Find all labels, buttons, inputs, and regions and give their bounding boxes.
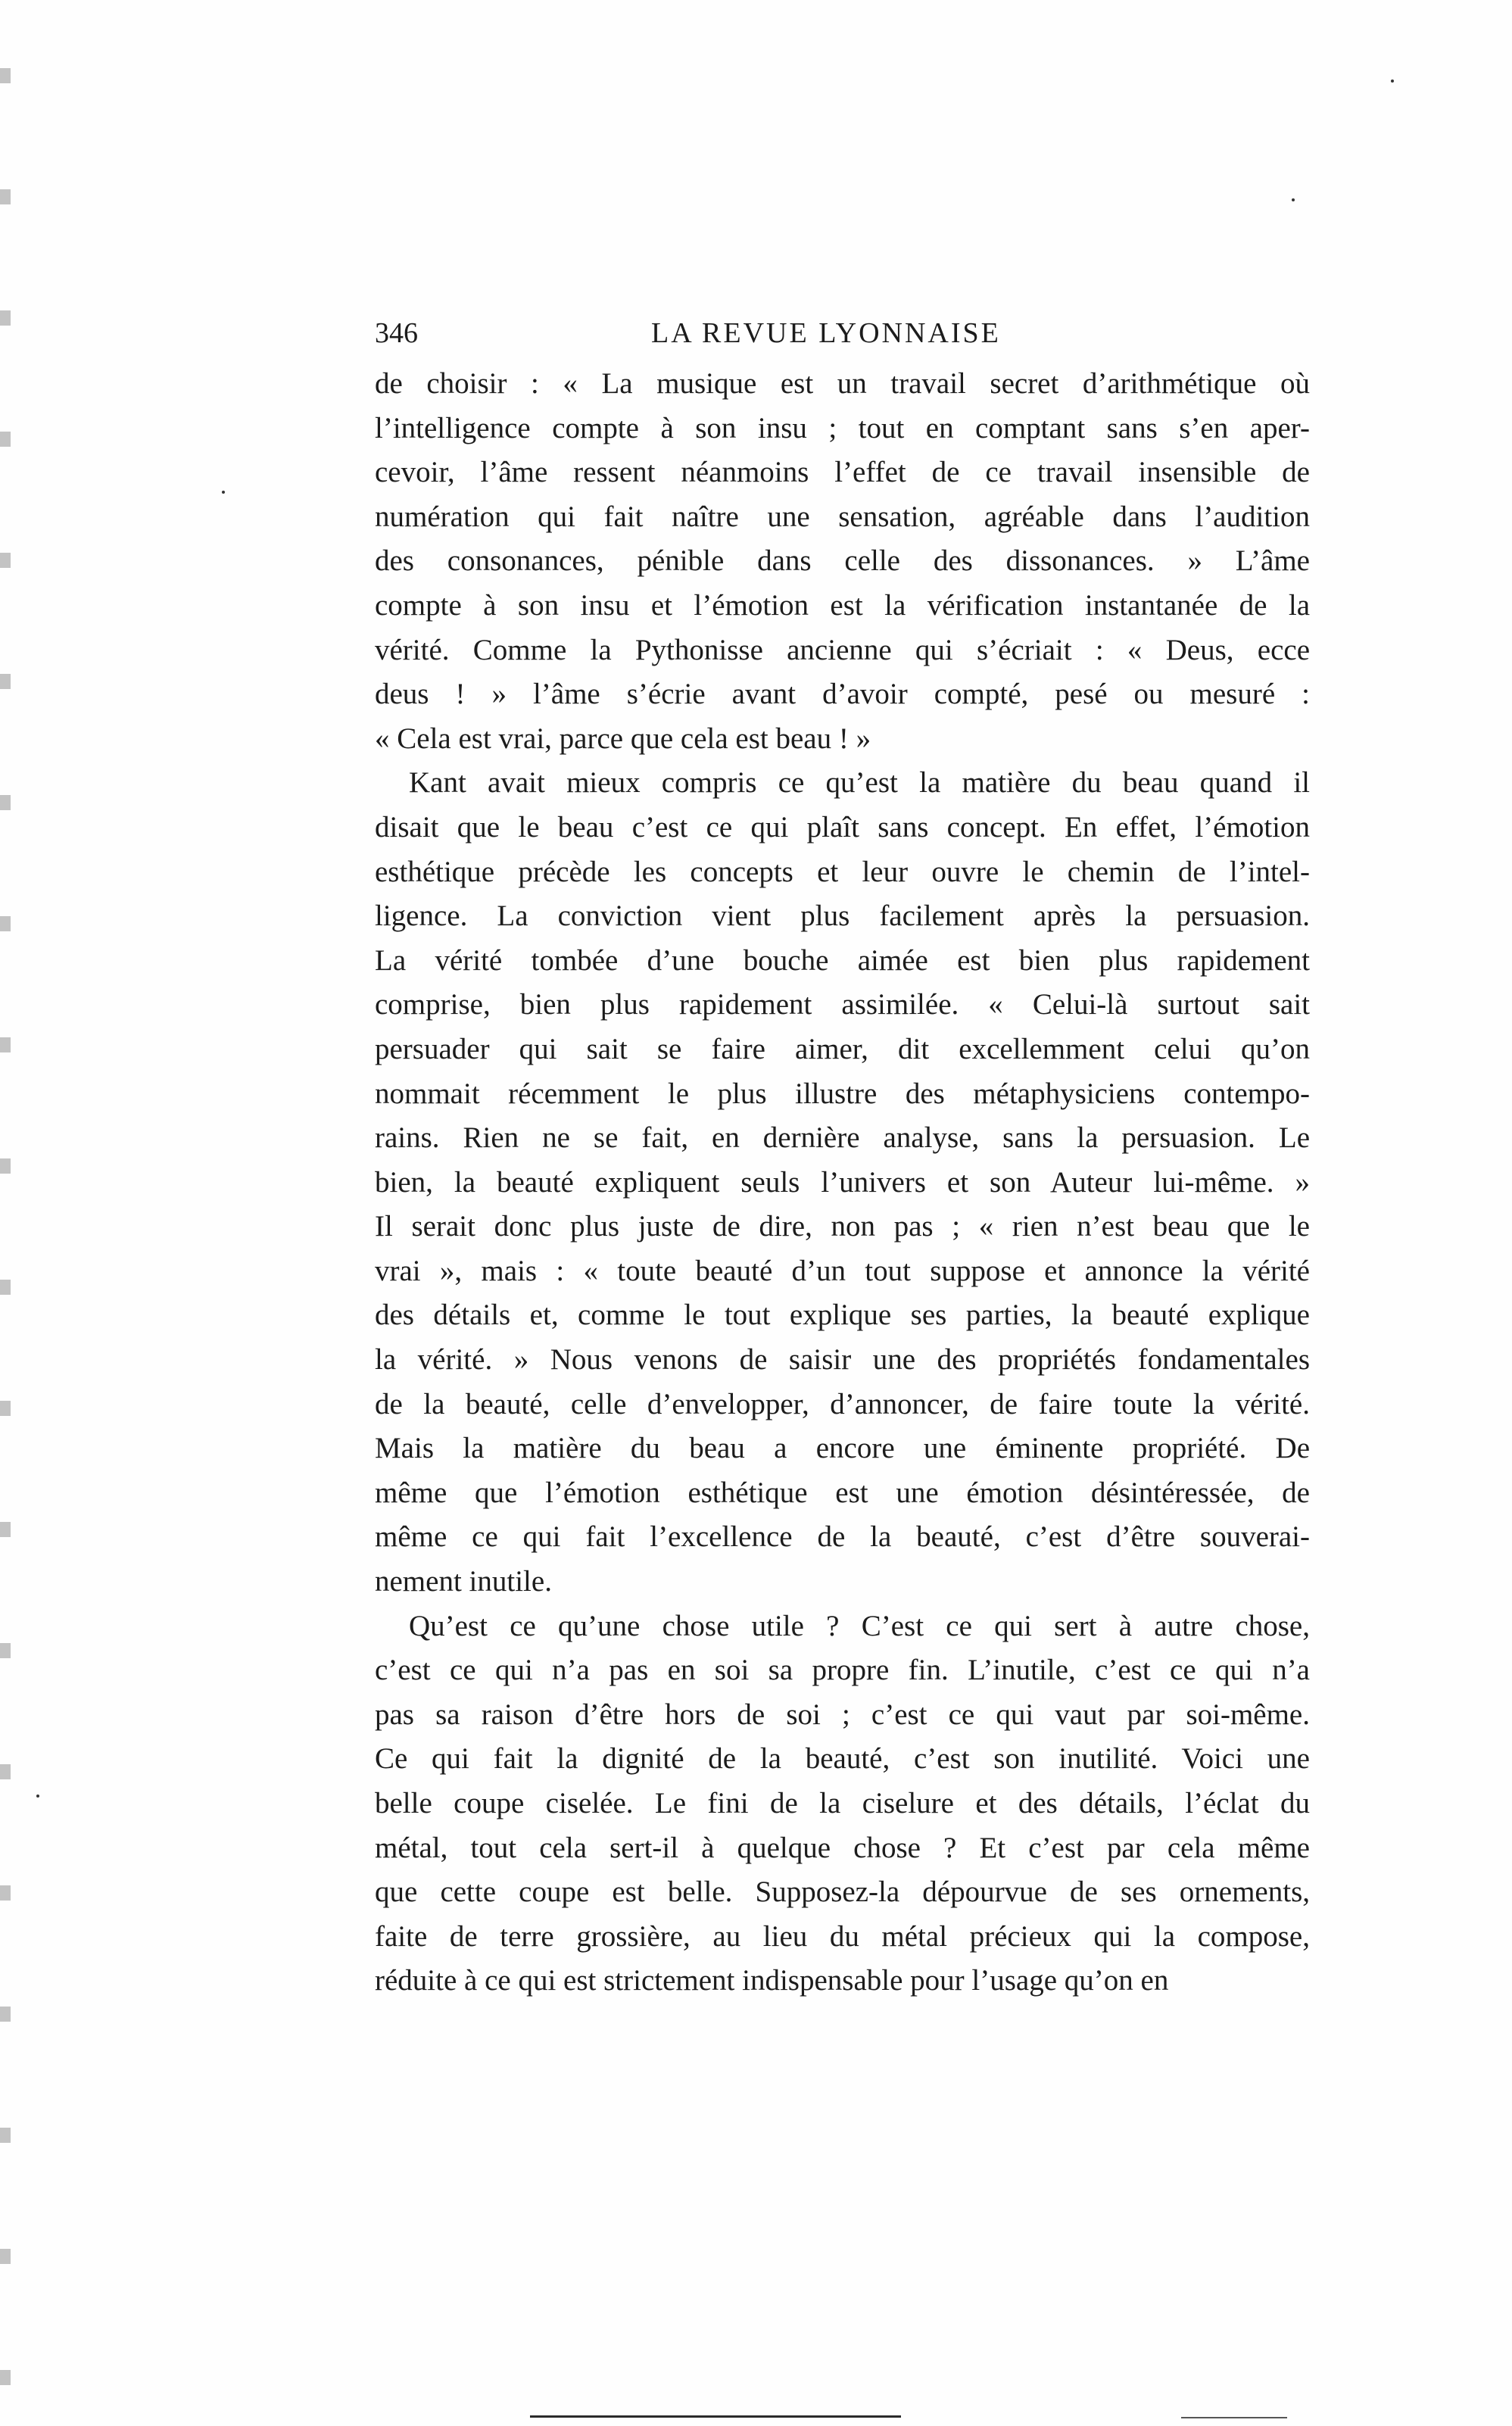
text-line: « Cela est vrai, parce que cela est beau ! » <box>375 722 871 755</box>
text-line: vrai », mais : « toute beauté d’un tout suppose et annonce la vérité <box>375 1254 1310 1287</box>
text-line: comprise, bien plus rapidement assimilée. « Celui-là surtout sait <box>375 988 1310 1021</box>
text-line: c’est ce qui n’a pas en soi sa propre fin. L’inutile, c’est ce qui n’a <box>375 1654 1310 1687</box>
text-line: ligence. La conviction vient plus facilement après la persuasion. <box>375 900 1310 933</box>
text-line: esthétique précède les concepts et leur ouvre le chemin de l’intel- <box>375 855 1310 888</box>
text-line: pas sa raison d’être hors de soi ; c’est ce qui vaut par soi-même. <box>375 1698 1310 1731</box>
text-line: même que l’émotion esthétique est une émotion désintéressée, de <box>375 1476 1310 1509</box>
binding-edge-marks <box>0 0 11 2426</box>
text-line: nement inutile. <box>375 1565 552 1598</box>
text-line: numération qui fait naître une sensation, agréable dans l’audition <box>375 500 1310 533</box>
text-line: Ce qui fait la dignité de la beauté, c’est son inutilité. Voici une <box>375 1742 1310 1776</box>
text-line: bien, la beauté expliquent seuls l’univers et son Auteur lui-même. » <box>375 1165 1310 1199</box>
text-line: persuader qui sait se faire aimer, dit excellemment celui qu’on <box>375 1032 1310 1065</box>
text-line: même ce qui fait l’excellence de la beauté, c’est d’être souverai- <box>375 1520 1310 1554</box>
text-line: Kant avait mieux compris ce qu’est la matière du beau quand il <box>409 766 1310 800</box>
text-line: compte à son insu et l’émotion est la vérification instantanée de la <box>375 588 1310 622</box>
body-text <box>375 362 1310 2003</box>
bottom-rule-secondary <box>1181 2417 1287 2418</box>
text-line: rains. Rien ne se fait, en dernière analyse, sans la persuasion. Le <box>375 1121 1310 1155</box>
text-line: Il serait donc plus juste de dire, non pas ; « rien n’est beau que le <box>375 1210 1310 1243</box>
text-line: la vérité. » Nous venons de saisir une des propriétés fondamentales <box>375 1343 1310 1377</box>
text-line: vérité. Comme la Pythonisse ancienne qui s’écriait : « Deus, ecce <box>375 633 1310 666</box>
text-line: faite de terre grossière, au lieu du métal précieux qui la compose, <box>375 1919 1310 1953</box>
text-line: Qu’est ce qu’une chose utile ? C’est ce qui sert à autre chose, <box>409 1609 1310 1642</box>
text-line: de choisir : « La musique est un travail secret d’arithmétique où <box>375 367 1310 400</box>
paragraph <box>375 761 1310 1604</box>
paragraph <box>375 1604 1310 2003</box>
text-line: belle coupe ciselée. Le fini de la ciselure et des détails, l’éclat du <box>375 1787 1310 1820</box>
bottom-rule <box>530 2415 901 2418</box>
scan-speck <box>222 491 225 494</box>
text-line: Mais la matière du beau a encore une éminente propriété. De <box>375 1432 1310 1465</box>
scan-speck <box>36 1795 39 1798</box>
text-line: La vérité tombée d’une bouche aimée est bien plus rapidement <box>375 943 1310 977</box>
running-header <box>375 317 1314 354</box>
scan-speck <box>1391 80 1394 83</box>
paragraph <box>375 362 1310 761</box>
text-line: des détails et, comme le tout explique ses parties, la beauté explique <box>375 1299 1310 1332</box>
text-line: des consonances, pénible dans celle des dissonances. » L’âme <box>375 544 1310 578</box>
scan-speck <box>1292 198 1295 201</box>
running-title: LA REVUE LYONNAISE <box>651 317 1001 349</box>
page-number: 346 <box>375 317 418 349</box>
text-line: cevoir, l’âme ressent néanmoins l’effet de ce travail insensible de <box>375 456 1310 489</box>
text-line: métal, tout cela sert-il à quelque chose ? Et c’est par cela même <box>375 1831 1310 1864</box>
text-line: réduite à ce qui est strictement indispensable pour l’usage qu’on en <box>375 1964 1169 1997</box>
text-line: disait que le beau c’est ce qui plaît sans concept. En effet, l’émotion <box>375 810 1310 843</box>
text-line: que cette coupe est belle. Supposez-la dépourvue de ses ornements, <box>375 1876 1310 1909</box>
text-line: deus ! » l’âme s’écrie avant d’avoir compté, pesé ou mesuré : <box>375 678 1310 711</box>
text-line: l’intelligence compte à son insu ; tout en comptant sans s’en aper- <box>375 411 1310 444</box>
text-line: nommait récemment le plus illustre des métaphysiciens contempo- <box>375 1077 1310 1110</box>
text-line: de la beauté, celle d’envelopper, d’annoncer, de faire toute la vérité. <box>375 1387 1310 1420</box>
